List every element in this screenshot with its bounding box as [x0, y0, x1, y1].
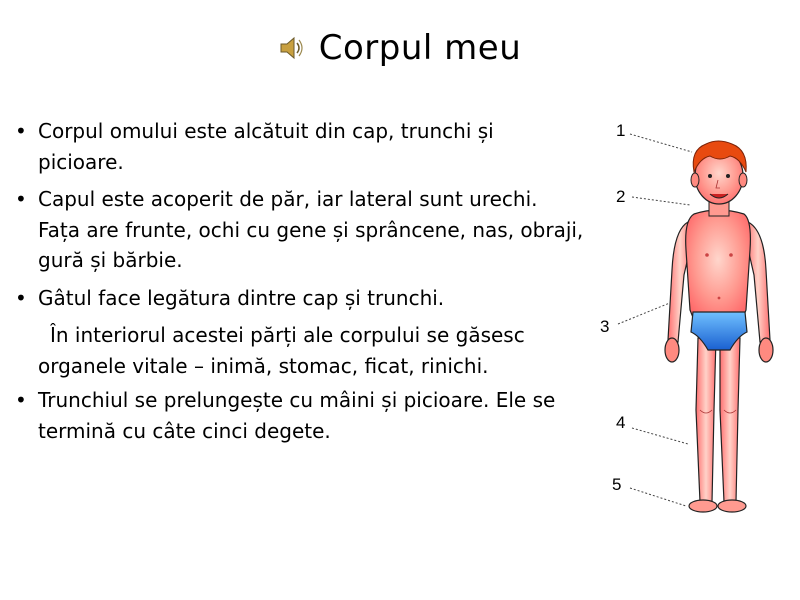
callout-label-3: 3: [600, 317, 610, 336]
indented-paragraph: În interiorul acestei părți ale corpului se găsesc organele vitale – inimă, stomac, ficat, rinichi.: [38, 323, 525, 378]
left-ear: [691, 173, 699, 187]
left-leg: [696, 338, 716, 502]
callout-lines: [618, 134, 692, 506]
callout-label-4: 4: [616, 413, 626, 432]
bullet-item: • Corpul omului este alcătuit din cap, trunchi și picioare.: [12, 116, 584, 177]
right-leg: [720, 338, 740, 502]
bullet-item: • Capul este acoperit de păr, iar lateral sunt urechi. Fața are frunte, ochi cu gene și sprâncene, nas, obraji, gură și bărbie.: [12, 184, 584, 276]
text-content: [12, 116, 584, 453]
bullet-item: • Gâtul face legătura dintre cap și trunchi.: [12, 283, 584, 314]
callout-label-1: 1: [616, 121, 626, 140]
right-ear: [739, 173, 747, 187]
bullet-item: • Trunchiul se prelungește cu mâini și picioare. Ele se termină cu câte cinci degete.: [12, 385, 584, 446]
body-illustration: [590, 110, 800, 530]
torso: [686, 210, 751, 320]
callout-label-5: 5: [612, 475, 622, 494]
page-title: Corpul meu: [318, 28, 522, 68]
speaker-icon[interactable]: [279, 36, 305, 60]
left-foot: [689, 500, 717, 512]
right-foot: [718, 500, 746, 512]
title-row: [0, 24, 800, 72]
right-hand: [759, 338, 773, 362]
left-hand: [665, 338, 679, 362]
callout-label-2: 2: [616, 187, 626, 206]
